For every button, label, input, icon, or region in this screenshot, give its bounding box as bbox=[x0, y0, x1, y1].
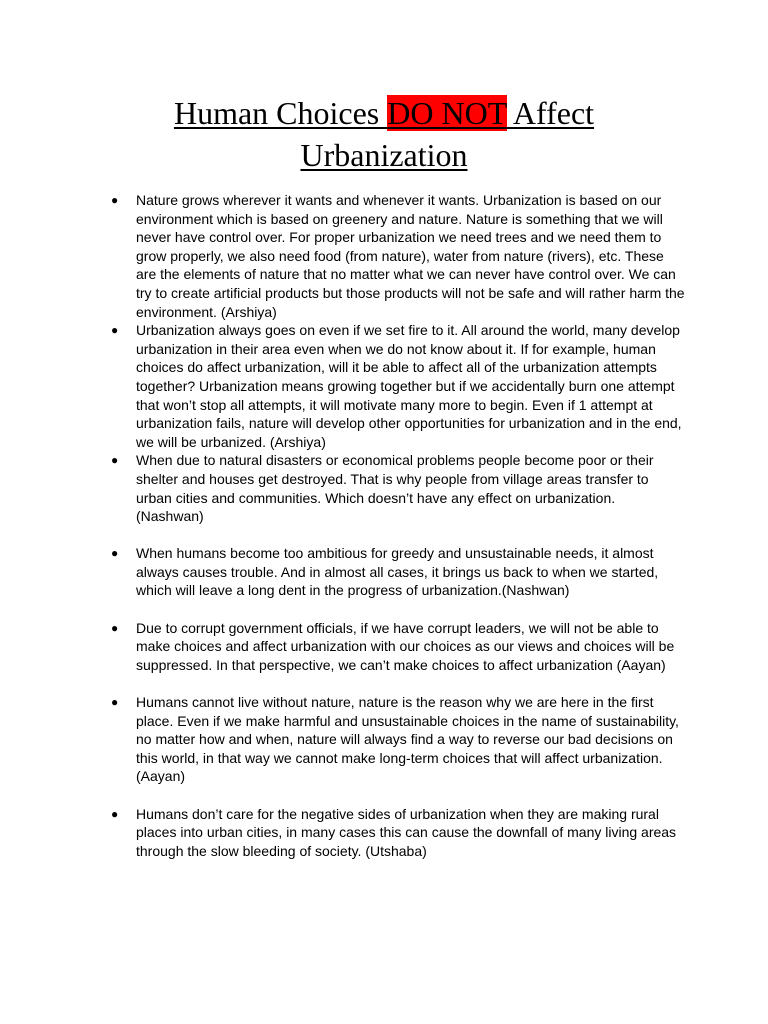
list-item-text: When due to natural disasters or economical problems people become poor or their shelter and houses get destroyed. That is why people from village areas transfer to urban cities and communities. Which doesn’t have any effect on urbanization. (Nashwan) bbox=[136, 452, 654, 525]
bullet-icon: ● bbox=[111, 620, 119, 635]
bullet-icon: ● bbox=[111, 695, 119, 710]
title-line-2: Urbanization bbox=[300, 137, 468, 173]
bullet-icon: ● bbox=[111, 453, 119, 468]
list-item-text: Humans don’t care for the negative sides of urbanization when they are making rural places into urban cities, in many cases this can cause the downfall of many living areas through the slow bleeding of society. (Utshaba) bbox=[136, 805, 677, 859]
list-item bbox=[110, 544, 685, 600]
title-text-part1: Human Choices bbox=[173, 95, 388, 131]
page-title bbox=[60, 92, 708, 176]
bullet-list bbox=[110, 191, 685, 860]
bullet-icon: ● bbox=[111, 323, 119, 338]
title-highlight: DO NOT bbox=[387, 95, 507, 131]
list-item-text: Humans cannot live without nature, nature is the reason why we are here in the first place. Even if we make harmful and unsustainable choices in the name of sustainability, no matter how and when, nature will always find a way to reverse our bad decisions on this world, in that way we cannot make long-term choices that will affect urbanization. (Aayan) bbox=[136, 694, 679, 785]
list-item-text: Urbanization always goes on even if we set fire to it. All around the world, many develop urbanization in their area even when we do not know about it. If for example, human choices do affect urbanization, will it be able to affect all of the urbanization attempts together? Urbanization means growing together but if we accidentally burn one attempt that won’t stop all attempts, it will motivate many more to begin. Even if 1 attempt at urbanization fails, nature will develop other opportunities for urbanization and in the end, we will be urbanized. (Arshiya) bbox=[136, 322, 682, 450]
list-item-text: Nature grows wherever it wants and whenever it wants. Urbanization is based on our environment which is based on greenery and nature. Nature is something that we will never have control over. For proper urbanization we need trees and we need them to grow properly, we also need food (from nature), water from nature (rivers), etc. These are the elements of nature that no matter what we can never have control over. We can try to create artificial products but those products will not be safe and will rather harm the environment. (Arshiya) bbox=[136, 192, 685, 320]
list-item-text: When humans become too ambitious for greedy and unsustainable needs, it almost always causes trouble. And in almost all cases, it brings us back to when we started, which will leave a long dent in the progress of urbanization.(Nashwan) bbox=[136, 545, 659, 599]
list-item bbox=[110, 619, 685, 675]
list-item bbox=[110, 693, 685, 786]
title-line-1 bbox=[174, 95, 594, 131]
bullet-icon: ● bbox=[111, 806, 119, 821]
list-item bbox=[110, 191, 685, 321]
list-item bbox=[110, 805, 685, 861]
title-text-part2: Affect bbox=[506, 95, 595, 131]
bullet-icon: ● bbox=[111, 193, 119, 207]
list-item bbox=[110, 451, 685, 525]
bullet-icon: ● bbox=[111, 546, 119, 561]
list-item bbox=[110, 321, 685, 451]
list-item-text: Due to corrupt government officials, if we have corrupt leaders, we will not be able to make choices and affect urbanization with our choices as our views and choices will be suppressed. In that perspective, we can’t make choices to affect urbanization (Aayan) bbox=[136, 619, 675, 673]
